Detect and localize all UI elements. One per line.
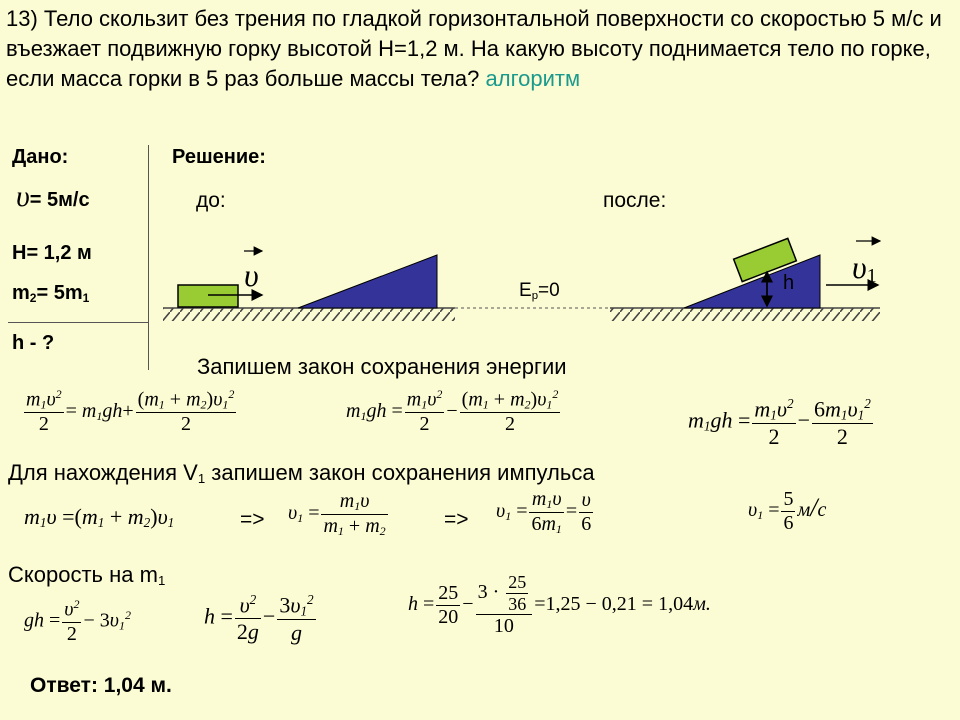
- given-height: H= 1,2 м: [12, 242, 92, 264]
- given-mass: $m_2= 5m_1$: [12, 282, 90, 305]
- momentum-eq-2: $\upsilon_1$ = $\frac{m_1\upsilon}{m_1 + m_2}$: [288, 490, 386, 538]
- v-vector-label: υ: [244, 257, 259, 293]
- solution-title: Решение:: [172, 146, 266, 168]
- label-before: до:: [196, 189, 226, 212]
- energy-eq-2: $m_1gh$ = $\frac{m_1\upsilon^2}{2}$ − $\frac{(m_1 + m_2)\upsilon_1^2}{2}$: [346, 387, 559, 436]
- momentum-eq-1: $m_1\upsilon =(m_1 + m_2)\upsilon_1$: [24, 504, 175, 530]
- v1-vector-label: υ1: [852, 249, 877, 287]
- given-title: Дано:: [12, 146, 69, 168]
- energy-eq-1: $\frac{m_1\upsilon^2}{2}$ = $m_1gh+$ $\frac{(m_1 + m_2)\upsilon_1^2}{2}$: [26, 387, 235, 436]
- momentum-eq-4: $\upsilon_1$ = $\frac{5}{6}$ м/с: [748, 488, 827, 534]
- problem-text: 13) Тело скользит без трения по гладкой горизонтальной поверхности со скоростью 5 м/с и въезжает подвижную горку высотой H=1,2 м. На какую высоту поднимается тело по горке, если масса горки в 5 раз больше массы тела?: [6, 6, 942, 91]
- speed-heading: Скорость на $m_1$: [8, 562, 166, 588]
- energy-eq-3: $m_1gh$ = $\frac{m_1\upsilon^2}{2}$ − $\frac{6m_1\upsilon_1^2}{2}$: [688, 396, 871, 449]
- ep-label: $E_p=0$: [519, 280, 560, 302]
- energy-law-heading: Запишем закон сохранения энергии: [197, 354, 567, 379]
- final-eq-3: h = $\frac{25}{20}$ − 3 · $\frac{25}{36}$ 10 =1,25 − 0,21 = 1,04м.: [408, 572, 711, 638]
- algorithm-link[interactable]: алгоритм: [485, 66, 581, 91]
- block-before: [178, 285, 238, 307]
- ground-hatch-left: [163, 308, 455, 321]
- implies-arrow-1: =>: [240, 508, 265, 531]
- momentum-law-heading: Для нахождения $V_1$ запишем закон сохранения импульса: [8, 460, 595, 486]
- find-h: h - ?: [12, 332, 55, 354]
- given-velocity: υ= 5м/с: [16, 180, 90, 213]
- ground-hatch-right: [610, 308, 880, 321]
- label-after: после:: [603, 189, 667, 212]
- wedge-before: [298, 255, 437, 308]
- answer: Ответ: 1,04 м.: [30, 674, 172, 697]
- h-label: h: [783, 272, 795, 294]
- implies-arrow-2: =>: [444, 508, 469, 531]
- v-symbol: υ: [16, 180, 30, 213]
- final-eq-2: h = $\frac{\upsilon^2}{2g}$ − $\frac{3\upsilon_1^2}{g}$: [204, 592, 314, 645]
- momentum-eq-3: $\upsilon_1$ = $\frac{m_1\upsilon}{6m_1}$ = $\frac{\upsilon}{6}$: [496, 488, 592, 536]
- final-eq-1: gh = $\frac{\upsilon^2}{2}$ − $3\upsilon_1^2$: [24, 597, 131, 645]
